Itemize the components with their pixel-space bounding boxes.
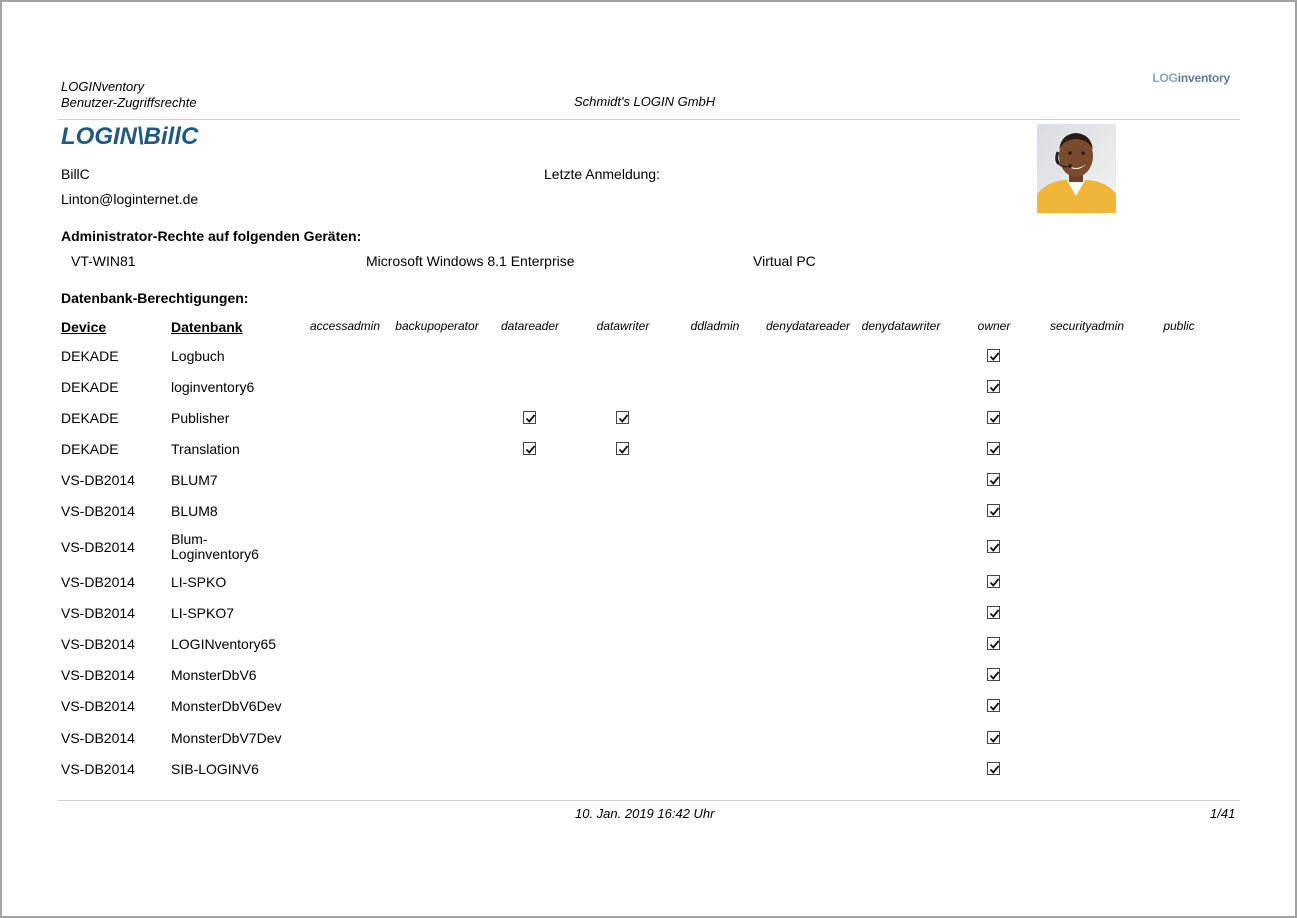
brand-logo bbox=[1152, 71, 1230, 85]
row-device: VS-DB2014 bbox=[61, 539, 135, 555]
row-database: MonsterDbV6 bbox=[171, 667, 257, 683]
user-avatar bbox=[1037, 124, 1116, 213]
checkbox-owner bbox=[987, 699, 1000, 712]
row-database: loginventory6 bbox=[171, 379, 255, 395]
checkbox-owner bbox=[987, 473, 1000, 486]
checkbox-datareader bbox=[523, 442, 536, 455]
report-timestamp: 10. Jan. 2019 16:42 Uhr bbox=[575, 806, 715, 821]
page-number: 1/41 bbox=[1210, 806, 1236, 821]
checkbox-owner bbox=[987, 380, 1000, 393]
row-database: Logbuch bbox=[171, 348, 225, 364]
row-database: MonsterDbV7Dev bbox=[171, 730, 282, 746]
checkmark-icon bbox=[989, 382, 1000, 393]
checkmark-icon bbox=[989, 542, 1000, 553]
row-database: LI-SPKO7 bbox=[171, 605, 235, 621]
row-device: VS-DB2014 bbox=[61, 574, 135, 590]
admin-section-title: Administrator-Rechte auf folgenden Geräten: bbox=[61, 228, 362, 244]
row-database: SIB-LOGINV6 bbox=[171, 761, 259, 777]
row-database: BLUM7 bbox=[171, 472, 218, 488]
checkbox-owner bbox=[987, 349, 1000, 362]
checkbox-owner bbox=[987, 637, 1000, 650]
checkmark-icon bbox=[989, 764, 1000, 775]
checkmark-icon bbox=[989, 444, 1000, 455]
admin-os: Microsoft Windows 8.1 Enterprise bbox=[366, 253, 575, 269]
page-title: LOGIN\BillC bbox=[61, 123, 199, 150]
row-device: VS-DB2014 bbox=[61, 472, 135, 488]
row-database: LOGINventory65 bbox=[171, 636, 277, 652]
checkbox-datareader bbox=[523, 411, 536, 424]
checkmark-icon bbox=[989, 413, 1000, 424]
checkmark-icon bbox=[618, 413, 629, 424]
checkmark-icon bbox=[525, 413, 536, 424]
report-name: Benutzer-Zugriffsrechte bbox=[61, 95, 197, 110]
checkbox-owner bbox=[987, 504, 1000, 517]
row-device: DEKADE bbox=[61, 441, 119, 457]
checkmark-icon bbox=[989, 475, 1000, 486]
admin-device-type: Virtual PC bbox=[753, 253, 816, 269]
checkmark-icon bbox=[989, 577, 1000, 588]
checkmark-icon bbox=[989, 733, 1000, 744]
column-header-database: Datenbank bbox=[171, 319, 243, 335]
row-device: VS-DB2014 bbox=[61, 636, 135, 652]
column-header-datareader: datareader bbox=[500, 319, 560, 333]
row-database: Publisher bbox=[171, 410, 230, 426]
row-device: VS-DB2014 bbox=[61, 698, 135, 714]
row-device: DEKADE bbox=[61, 410, 119, 426]
checkbox-owner bbox=[987, 731, 1000, 744]
row-device: VS-DB2014 bbox=[61, 605, 135, 621]
row-device: VS-DB2014 bbox=[61, 667, 135, 683]
checkbox-owner bbox=[987, 442, 1000, 455]
column-header-accessadmin: accessadmin bbox=[309, 319, 381, 333]
row-device: DEKADE bbox=[61, 348, 119, 364]
logo-text-part-b: inventory bbox=[1177, 71, 1230, 85]
checkbox-owner bbox=[987, 762, 1000, 775]
checkmark-icon bbox=[989, 701, 1000, 712]
checkmark-icon bbox=[989, 670, 1000, 681]
column-header-ddladmin: ddladmin bbox=[690, 319, 740, 333]
company-name: Schmidt's LOGIN GmbH bbox=[574, 94, 716, 109]
header-divider bbox=[58, 119, 1240, 120]
row-device: VS-DB2014 bbox=[61, 503, 135, 519]
username: BillC bbox=[61, 166, 90, 182]
row-device: VS-DB2014 bbox=[61, 730, 135, 746]
checkbox-datawriter bbox=[616, 442, 629, 455]
app-name: LOGINventory bbox=[61, 79, 145, 94]
checkbox-owner bbox=[987, 411, 1000, 424]
row-database: MonsterDbV6Dev bbox=[171, 698, 282, 714]
row-database: BLUM8 bbox=[171, 503, 218, 519]
row-database: LI-SPKO bbox=[171, 574, 227, 590]
column-header-owner: owner bbox=[977, 319, 1011, 333]
admin-device: VT-WIN81 bbox=[71, 253, 136, 269]
checkmark-icon bbox=[989, 506, 1000, 517]
checkmark-icon bbox=[618, 444, 629, 455]
column-header-datawriter: datawriter bbox=[596, 319, 650, 333]
column-header-public: public bbox=[1163, 319, 1195, 333]
row-database: Translation bbox=[171, 441, 240, 457]
row-device: VS-DB2014 bbox=[61, 761, 135, 777]
column-header-securityadmin: securityadmin bbox=[1049, 319, 1125, 333]
footer-divider bbox=[58, 800, 1240, 801]
logo-text-part-a: LOG bbox=[1152, 71, 1178, 85]
user-email: Linton@loginternet.de bbox=[61, 191, 199, 207]
checkbox-owner bbox=[987, 668, 1000, 681]
last-login-label: Letzte Anmeldung: bbox=[544, 166, 660, 182]
checkmark-icon bbox=[989, 351, 1000, 362]
checkbox-owner bbox=[987, 540, 1000, 553]
checkmark-icon bbox=[525, 444, 536, 455]
checkbox-owner bbox=[987, 606, 1000, 619]
column-header-denydatawriter: denydatawriter bbox=[861, 319, 941, 333]
checkmark-icon bbox=[989, 608, 1000, 619]
checkbox-owner bbox=[987, 575, 1000, 588]
checkmark-icon bbox=[989, 639, 1000, 650]
db-section-title: Datenbank-Berechtigungen: bbox=[61, 290, 249, 306]
column-header-denydatareader: denydatareader bbox=[765, 319, 851, 333]
column-header-backupoperator: backupoperator bbox=[395, 319, 479, 333]
column-header-device: Device bbox=[61, 319, 107, 335]
row-database: Blum- Loginventory6 bbox=[171, 531, 259, 562]
row-device: DEKADE bbox=[61, 379, 119, 395]
checkbox-datawriter bbox=[616, 411, 629, 424]
